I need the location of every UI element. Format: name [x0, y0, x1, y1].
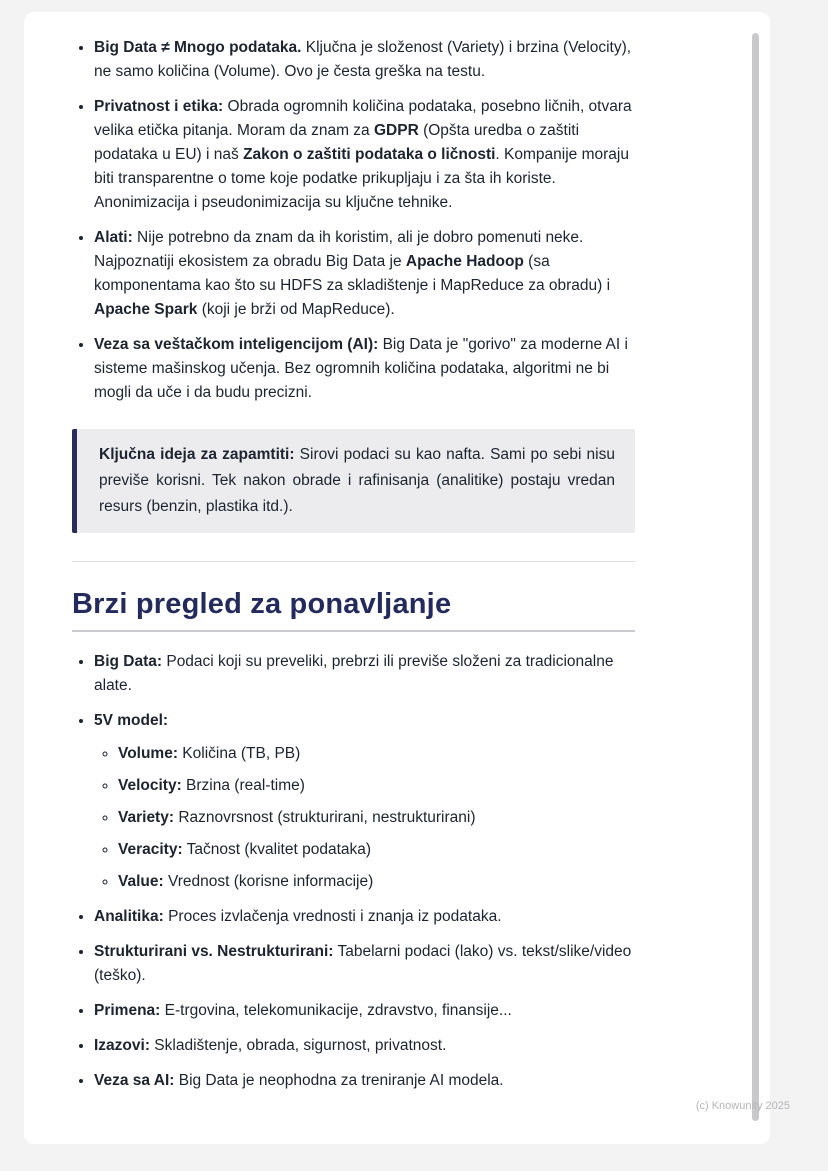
- list-item: [94, 333, 635, 405]
- text-regular: Big Data je "gorivo" za moderne AI i sisteme mašinskog učenja. Bez ogromnih količina podataka, algoritmi ne bi mogli da uče i da budu precizni.: [94, 336, 628, 401]
- text-bold: Big Data:: [94, 653, 163, 670]
- list-item-text: [94, 336, 628, 401]
- list-item: [94, 1069, 635, 1093]
- key-points-list: [72, 36, 635, 405]
- text-bold: Alati:: [94, 229, 133, 246]
- text-bold: Velocity:: [118, 777, 182, 794]
- text-regular: Brzina (real-time): [181, 777, 305, 794]
- list-item-text: [94, 1037, 446, 1054]
- text-regular: (Opšta uredba o zaštiti podataka u EU) i naš: [94, 122, 580, 163]
- text-regular: Količina (TB, PB): [178, 745, 301, 762]
- text-bold: Izazovi:: [94, 1037, 150, 1054]
- text-bold: GDPR: [373, 122, 419, 139]
- review-list: [72, 650, 635, 1093]
- text-regular: Tačnost (kvalitet podataka): [182, 841, 372, 858]
- text-bold: Ključna ideja za zapamtiti:: [99, 446, 295, 463]
- document-page: [24, 12, 770, 1144]
- text-regular: (sa komponentama kao što su HDFS za skladištenje i MapReduce za obradu) i: [94, 253, 611, 294]
- watermark: (c) Knowunity 2025: [695, 1100, 790, 1112]
- text-bold: Analitika:: [94, 908, 164, 925]
- document-content: [72, 36, 635, 1093]
- list-item: [94, 709, 635, 894]
- list-item-text: [94, 712, 168, 729]
- text-bold: Veza sa AI:: [94, 1072, 175, 1089]
- sub-list-item: [118, 806, 635, 830]
- key-idea-callout: [72, 429, 635, 533]
- sub-list: [94, 742, 635, 894]
- text-bold: Volume:: [118, 745, 178, 762]
- list-item: [94, 940, 635, 988]
- list-item-text: [94, 229, 610, 318]
- text-regular: Podaci koji su preveliki, prebrzi ili previše složeni za tradicionalne alate.: [94, 653, 614, 694]
- list-item: [94, 226, 635, 322]
- text-regular: Big Data je neophodna za treniranje AI modela.: [174, 1072, 504, 1089]
- section-heading: Brzi pregled za ponavljanje: [72, 588, 452, 620]
- list-item-text: [94, 908, 502, 925]
- list-item: [94, 1034, 635, 1058]
- list-item: [94, 999, 635, 1023]
- text-regular: (koji je brži od MapReduce).: [197, 301, 395, 318]
- text-bold: Veracity:: [118, 841, 183, 858]
- text-bold: Value:: [118, 873, 164, 890]
- text-regular: Vrednost (korisne informacije): [163, 873, 374, 890]
- scrollbar-thumb[interactable]: [752, 33, 759, 1121]
- text-bold: Apache Hadoop: [405, 253, 524, 270]
- text-bold: Apache Spark: [94, 301, 198, 318]
- section-divider: [72, 561, 635, 562]
- text-bold: Privatnost i etika:: [94, 98, 224, 115]
- text-regular: Tabelarni podaci (lako) vs. tekst/slike/video (teško).: [94, 943, 632, 984]
- callout-text: [99, 442, 615, 520]
- text-regular: Obrada ogromnih količina podataka, posebno ličnih, otvara velika etička pitanja. Moram da znam za: [94, 98, 632, 139]
- list-item: [94, 905, 635, 929]
- list-item-text: [94, 1072, 504, 1089]
- text-regular: Ključna je složenost (Variety) i brzina (Velocity), ne samo količina (Volume). Ovo je česta greška na testu.: [94, 39, 632, 80]
- list-item: [94, 36, 635, 84]
- text-bold: Veza sa veštačkom inteligencijom (AI):: [94, 336, 379, 353]
- sub-list-item: [118, 774, 635, 798]
- text-regular: Skladištenje, obrada, sigurnost, privatnost.: [149, 1037, 447, 1054]
- text-bold: 5V model:: [94, 712, 169, 729]
- list-item-text: [94, 39, 631, 80]
- heading-underline: [72, 630, 635, 632]
- list-item-text: [94, 98, 632, 211]
- sub-list-item: [118, 838, 635, 862]
- list-item-text: [94, 653, 613, 694]
- text-regular: . Kompanije moraju biti transparentne o tome koje podatke prikupljaju i za šta ih koriste. Anonimizacija i pseudonimizacija su ključne tehnike.: [94, 146, 629, 211]
- sub-list-item: [118, 870, 635, 894]
- text-regular: Nije potrebno da znam da ih koristim, ali je dobro pomenuti neke. Najpoznatiji ekosistem za obradu Big Data je: [94, 229, 584, 270]
- text-regular: Raznovrsnost (strukturirani, nestrukturirani): [174, 809, 476, 826]
- list-item: [94, 650, 635, 698]
- text-bold: Strukturirani vs. Nestrukturirani:: [94, 943, 334, 960]
- text-bold: Big Data ≠ Mnogo podataka.: [94, 39, 302, 56]
- list-item-text: [94, 1002, 512, 1019]
- text-regular: Proces izvlačenja vrednosti i znanja iz podataka.: [163, 908, 502, 925]
- text-regular: Sirovi podaci su kao nafta. Sami po sebi nisu previše korisni. Tek nakon obrade i rafinisanja (analitike) postaju vredan resurs (benzin, plastika itd.).: [99, 446, 615, 515]
- sub-list-item: [118, 742, 635, 766]
- text-bold: Zakon o zaštiti podataka o ličnosti: [243, 146, 496, 163]
- text-bold: Variety:: [118, 809, 175, 826]
- list-item-text: [94, 943, 631, 984]
- text-bold: Primena:: [94, 1002, 161, 1019]
- list-item: [94, 95, 635, 215]
- text-regular: E-trgovina, telekomunikacije, zdravstvo, finansije...: [160, 1002, 512, 1019]
